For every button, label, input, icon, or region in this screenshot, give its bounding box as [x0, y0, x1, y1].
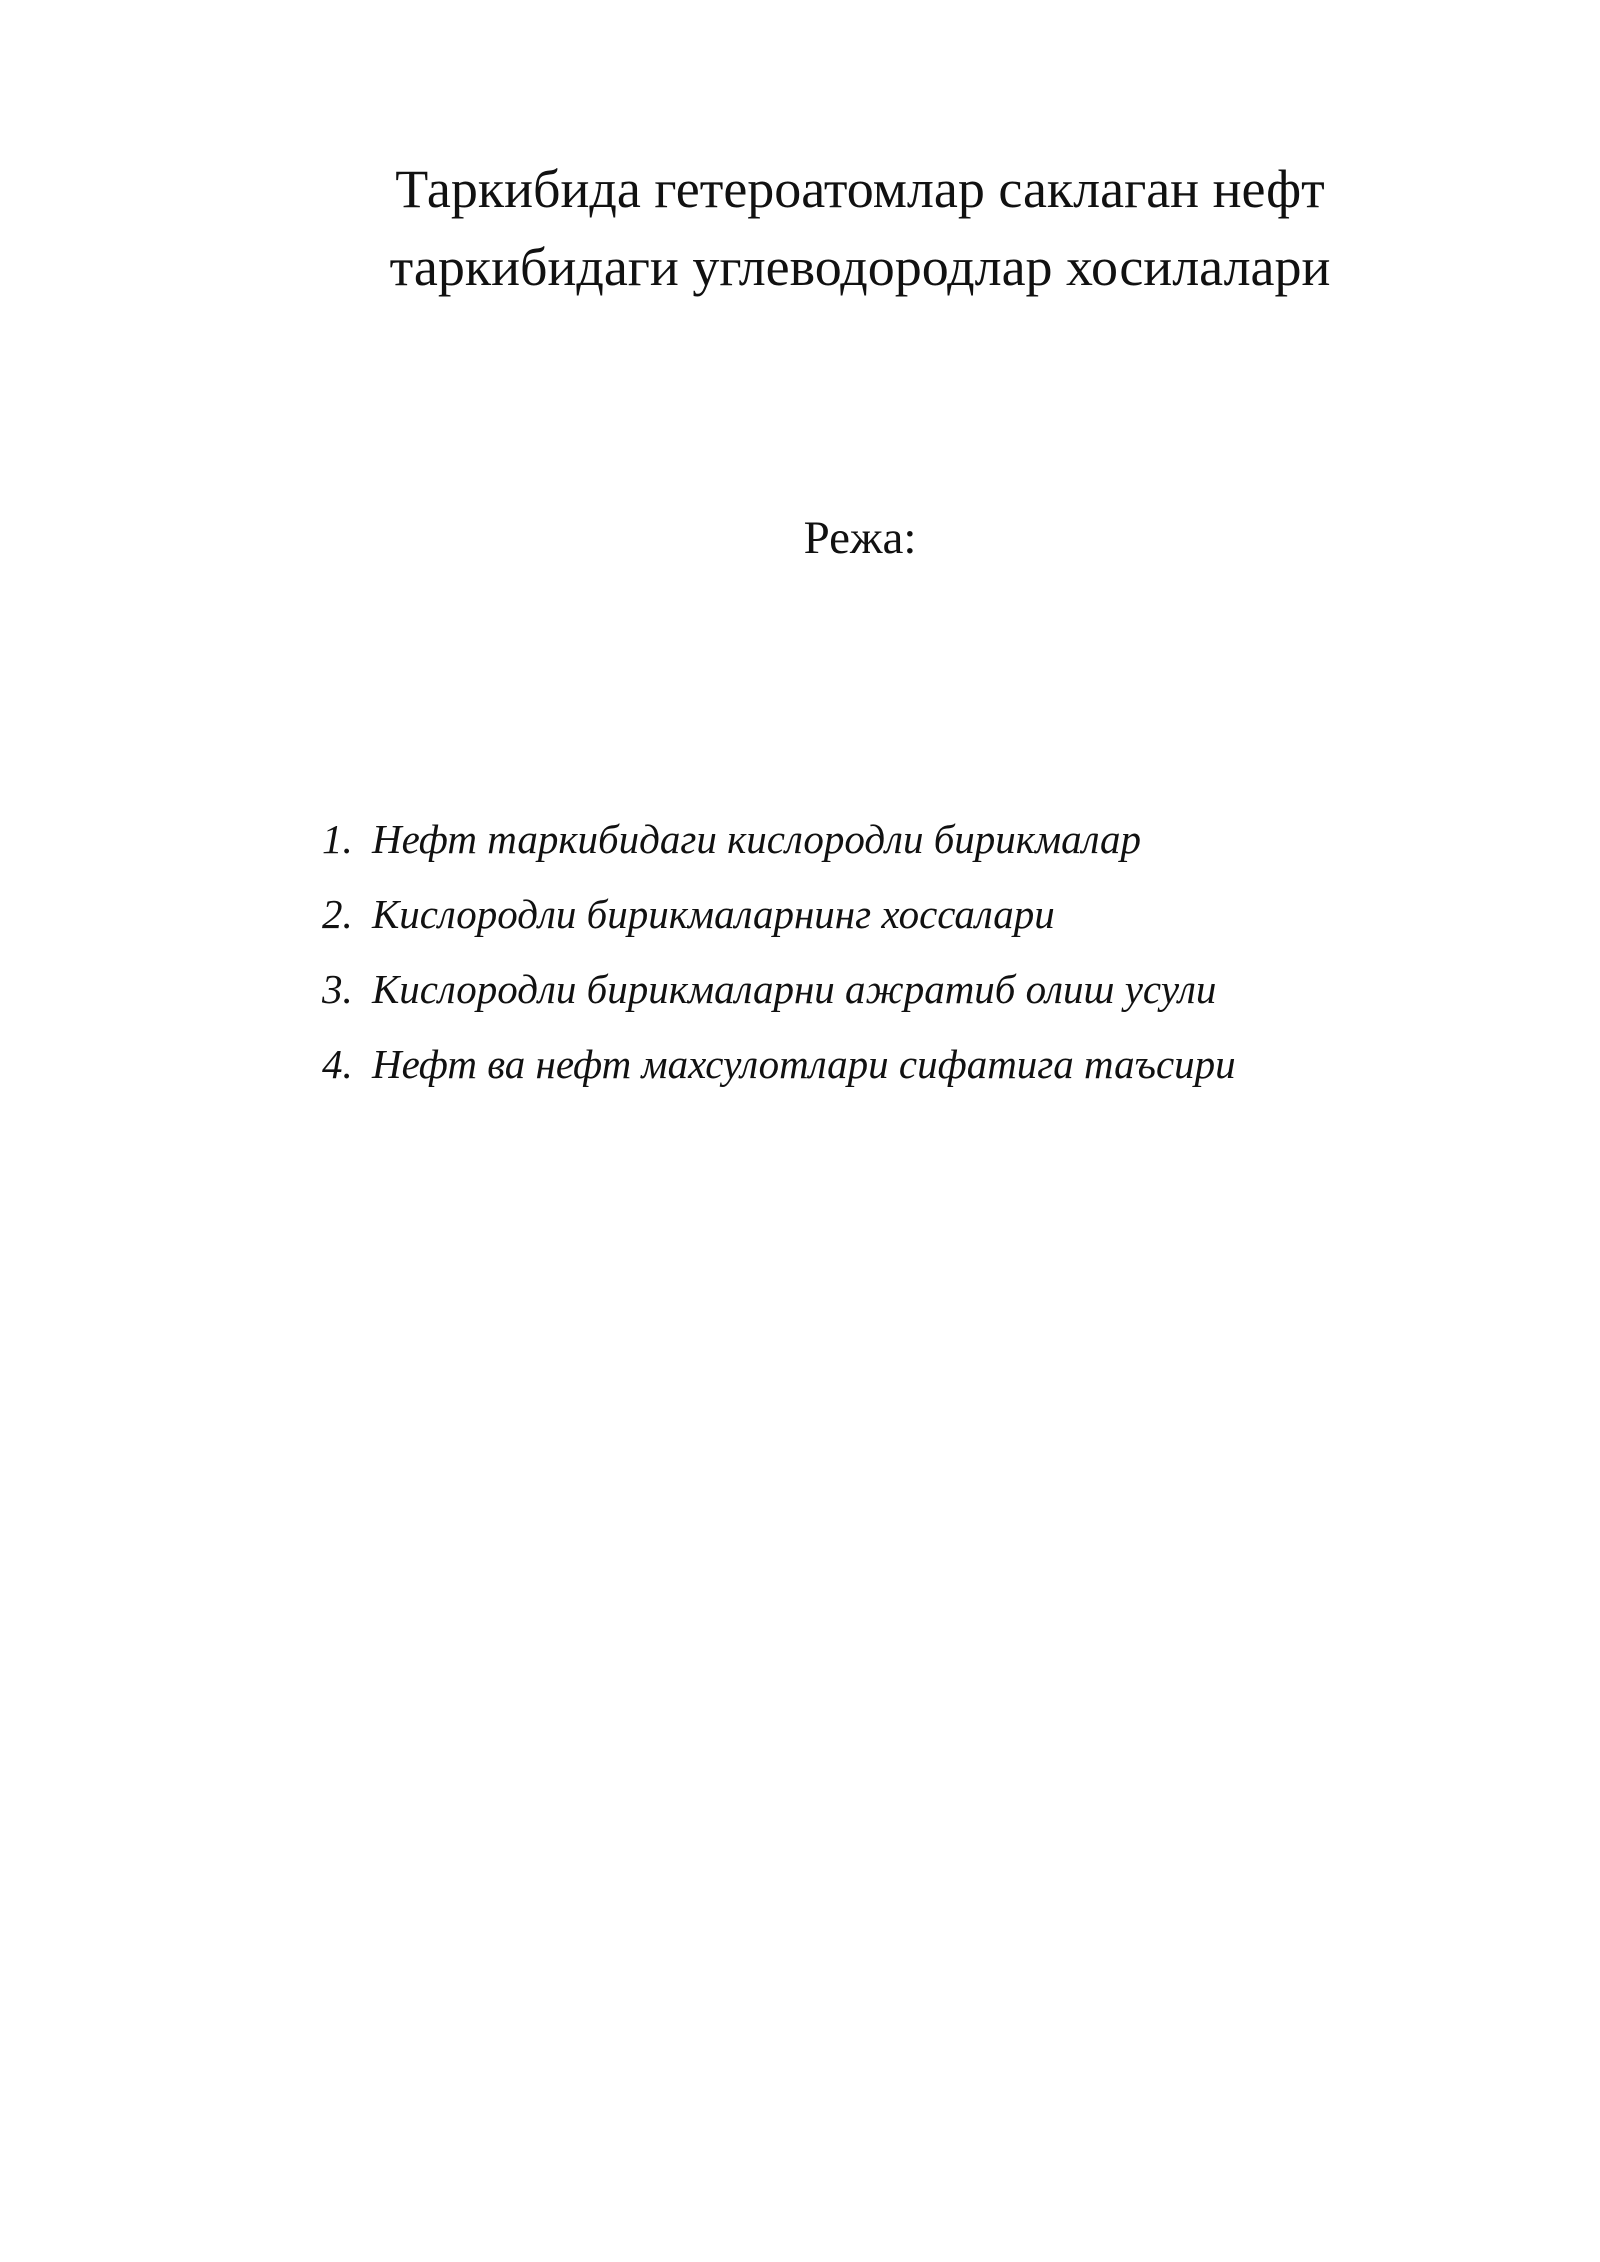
plan-item-text: Кислородли бирикмаларни ажратиб олиш усули [372, 966, 1217, 1012]
plan-item-number: 3. [322, 966, 353, 1012]
plan-heading: Режа: [803, 512, 917, 564]
document-title-line-2: таркибидаги углеводородлар хосилалари [389, 237, 1331, 297]
document-title-line-1: Таркибида гетероатомлар саклаган нефт [395, 159, 1325, 219]
document-title [300, 150, 1420, 306]
plan-item-text: Нефт таркибидаги кислородли бирикмалар [372, 816, 1142, 862]
plan-item-1 [322, 815, 1236, 890]
plan-item-4 [322, 1040, 1236, 1115]
plan-item-text: Кислородли бирикмаларнинг хоссалари [372, 891, 1055, 937]
plan-item-number: 4. [322, 1041, 353, 1087]
plan-item-text: Нефт ва нефт махсулотлари сифатига таъсири [372, 1041, 1236, 1087]
plan-list [322, 815, 1236, 1115]
plan-item-2 [322, 890, 1236, 965]
plan-item-3 [322, 965, 1236, 1040]
plan-item-number: 1. [322, 816, 353, 862]
plan-item-number: 2. [322, 891, 353, 937]
